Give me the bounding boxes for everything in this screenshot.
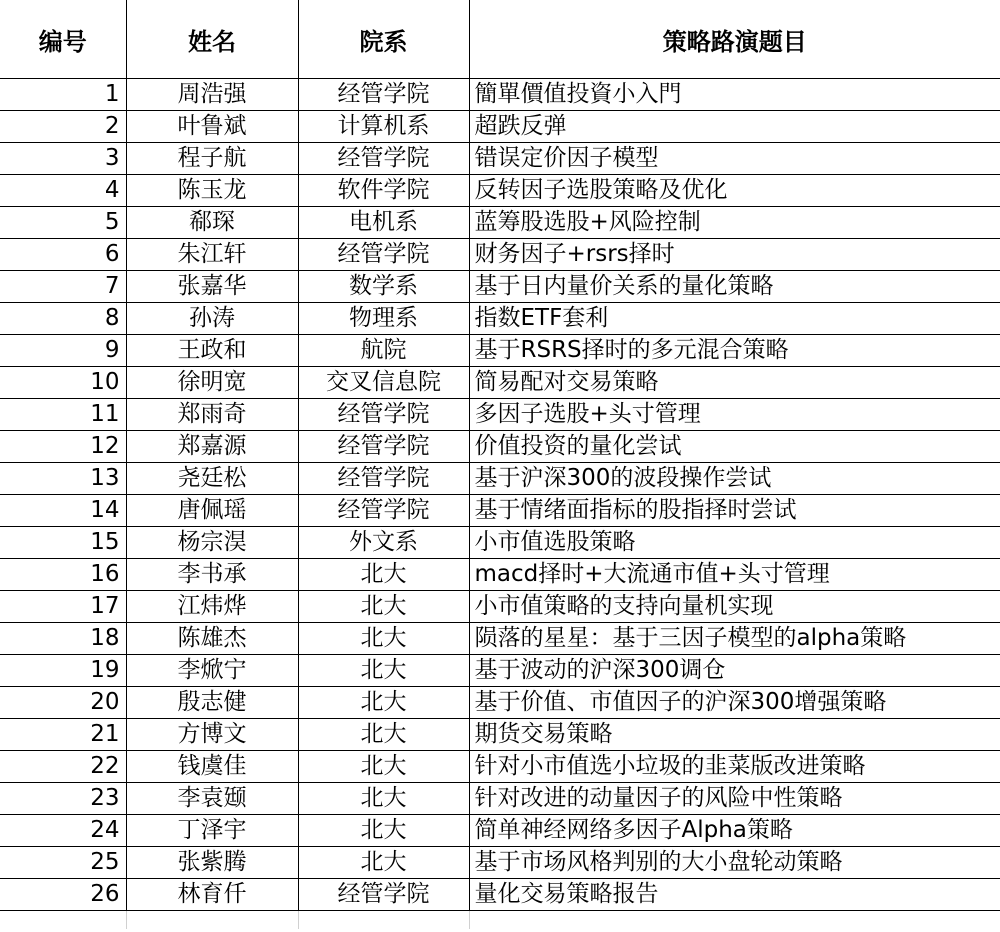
cell-name[interactable]: 杨宗淏 — [126, 527, 298, 559]
cell-no[interactable]: 8 — [0, 303, 126, 335]
cell-name[interactable]: 殷志健 — [126, 687, 298, 719]
empty-row — [0, 911, 1000, 930]
cell-topic[interactable]: 针对小市值选小垃圾的韭菜版改进策略 — [469, 751, 1000, 783]
cell-dept[interactable]: 经管学院 — [298, 463, 469, 495]
cell-no[interactable]: 17 — [0, 591, 126, 623]
cell-no[interactable]: 11 — [0, 399, 126, 431]
header-row — [0, 0, 1000, 79]
table-row — [0, 815, 1000, 847]
cell-no[interactable]: 24 — [0, 815, 126, 847]
cell-dept[interactable]: 北大 — [298, 591, 469, 623]
header-no[interactable]: 编号 — [0, 0, 126, 79]
cell-topic[interactable]: 反转因子选股策略及优化 — [469, 175, 1000, 207]
cell-name[interactable]: 丁泽宇 — [126, 815, 298, 847]
empty-cell[interactable] — [0, 911, 126, 930]
cell-topic[interactable]: 简易配对交易策略 — [469, 367, 1000, 399]
cell-dept[interactable]: 北大 — [298, 655, 469, 687]
cell-name[interactable]: 钱虞佳 — [126, 751, 298, 783]
cell-name[interactable]: 李袁颋 — [126, 783, 298, 815]
table-row — [0, 367, 1000, 399]
cell-dept[interactable]: 北大 — [298, 847, 469, 879]
cell-name[interactable]: 方博文 — [126, 719, 298, 751]
cell-topic[interactable]: 多因子选股+头寸管理 — [469, 399, 1000, 431]
empty-cell[interactable] — [126, 911, 298, 930]
cell-topic[interactable]: 基于沪深300的波段操作尝试 — [469, 463, 1000, 495]
table-row — [0, 271, 1000, 303]
cell-dept[interactable]: 北大 — [298, 623, 469, 655]
cell-topic[interactable]: 简单神经网络多因子Alpha策略 — [469, 815, 1000, 847]
table-row — [0, 751, 1000, 783]
cell-topic[interactable]: 期货交易策略 — [469, 719, 1000, 751]
table-row — [0, 495, 1000, 527]
cell-topic[interactable]: 陨落的星星：基于三因子模型的alpha策略 — [469, 623, 1000, 655]
cell-dept[interactable]: 航院 — [298, 335, 469, 367]
cell-name[interactable]: 唐佩瑶 — [126, 495, 298, 527]
cell-dept[interactable]: 北大 — [298, 783, 469, 815]
cell-dept[interactable]: 电机系 — [298, 207, 469, 239]
cell-no[interactable]: 12 — [0, 431, 126, 463]
cell-topic[interactable]: 基于RSRS择时的多元混合策略 — [469, 335, 1000, 367]
cell-topic[interactable]: macd择时+大流通市值+头寸管理 — [469, 559, 1000, 591]
cell-dept[interactable]: 数学系 — [298, 271, 469, 303]
cell-no[interactable]: 6 — [0, 239, 126, 271]
cell-name[interactable]: 李焮宁 — [126, 655, 298, 687]
cell-dept[interactable]: 交叉信息院 — [298, 367, 469, 399]
cell-name[interactable]: 程子航 — [126, 143, 298, 175]
table-row — [0, 847, 1000, 879]
cell-topic[interactable]: 价值投资的量化尝试 — [469, 431, 1000, 463]
cell-no[interactable]: 10 — [0, 367, 126, 399]
cell-no[interactable]: 15 — [0, 527, 126, 559]
cell-dept[interactable]: 物理系 — [298, 303, 469, 335]
cell-no[interactable]: 23 — [0, 783, 126, 815]
table-body — [0, 79, 1000, 930]
cell-topic[interactable]: 小市值策略的支持向量机实现 — [469, 591, 1000, 623]
cell-topic[interactable]: 基于价值、市值因子的沪深300增强策略 — [469, 687, 1000, 719]
cell-dept[interactable]: 经管学院 — [298, 399, 469, 431]
header-topic[interactable]: 策略路演题目 — [469, 0, 1000, 79]
cell-name[interactable]: 江炜烨 — [126, 591, 298, 623]
table-row — [0, 463, 1000, 495]
cell-name[interactable]: 王政和 — [126, 335, 298, 367]
cell-topic[interactable]: 基于日内量价关系的量化策略 — [469, 271, 1000, 303]
cell-name[interactable]: 陈雄杰 — [126, 623, 298, 655]
cell-dept[interactable]: 北大 — [298, 687, 469, 719]
cell-no[interactable]: 25 — [0, 847, 126, 879]
cell-no[interactable]: 1 — [0, 79, 126, 111]
cell-topic[interactable]: 超跌反弹 — [469, 111, 1000, 143]
table-row — [0, 623, 1000, 655]
cell-dept[interactable]: 计算机系 — [298, 111, 469, 143]
cell-dept[interactable]: 北大 — [298, 559, 469, 591]
table-row — [0, 879, 1000, 911]
header-name[interactable]: 姓名 — [126, 0, 298, 79]
cell-no[interactable]: 16 — [0, 559, 126, 591]
cell-topic[interactable]: 针对改进的动量因子的风险中性策略 — [469, 783, 1000, 815]
cell-dept[interactable]: 经管学院 — [298, 79, 469, 111]
table-row — [0, 303, 1000, 335]
cell-name[interactable]: 孙涛 — [126, 303, 298, 335]
cell-topic[interactable]: 基于情绪面指标的股指择时尝试 — [469, 495, 1000, 527]
cell-no[interactable]: 14 — [0, 495, 126, 527]
cell-name[interactable]: 朱江轩 — [126, 239, 298, 271]
cell-name[interactable]: 叶鲁斌 — [126, 111, 298, 143]
cell-name[interactable]: 林育仟 — [126, 879, 298, 911]
cell-name[interactable]: 郑雨奇 — [126, 399, 298, 431]
table-row — [0, 431, 1000, 463]
cell-dept[interactable]: 外文系 — [298, 527, 469, 559]
cell-no[interactable]: 2 — [0, 111, 126, 143]
cell-name[interactable]: 李书承 — [126, 559, 298, 591]
cell-topic[interactable]: 错误定价因子模型 — [469, 143, 1000, 175]
cell-name[interactable]: 周浩强 — [126, 79, 298, 111]
table-row — [0, 719, 1000, 751]
cell-dept[interactable]: 北大 — [298, 719, 469, 751]
cell-no[interactable]: 9 — [0, 335, 126, 367]
header-dept[interactable]: 院系 — [298, 0, 469, 79]
cell-no[interactable]: 5 — [0, 207, 126, 239]
cell-dept[interactable]: 北大 — [298, 751, 469, 783]
cell-dept[interactable]: 经管学院 — [298, 431, 469, 463]
cell-dept[interactable]: 经管学院 — [298, 879, 469, 911]
table-row — [0, 175, 1000, 207]
cell-dept[interactable]: 经管学院 — [298, 143, 469, 175]
cell-topic[interactable]: 量化交易策略报告 — [469, 879, 1000, 911]
cell-name[interactable]: 郗琛 — [126, 207, 298, 239]
cell-topic[interactable]: 指数ETF套利 — [469, 303, 1000, 335]
table-row — [0, 527, 1000, 559]
cell-dept[interactable]: 经管学院 — [298, 239, 469, 271]
cell-topic[interactable]: 财务因子+rsrs择时 — [469, 239, 1000, 271]
empty-cell[interactable] — [298, 911, 469, 930]
cell-no[interactable]: 7 — [0, 271, 126, 303]
cell-topic[interactable]: 小市值选股策略 — [469, 527, 1000, 559]
cell-name[interactable]: 陈玉龙 — [126, 175, 298, 207]
table-row — [0, 111, 1000, 143]
table-row — [0, 783, 1000, 815]
table-row — [0, 79, 1000, 111]
cell-no[interactable]: 18 — [0, 623, 126, 655]
table-row — [0, 687, 1000, 719]
cell-topic[interactable]: 蓝筹股选股+风险控制 — [469, 207, 1000, 239]
table-row — [0, 591, 1000, 623]
empty-cell[interactable] — [469, 911, 1000, 930]
table-row — [0, 207, 1000, 239]
cell-no[interactable]: 21 — [0, 719, 126, 751]
cell-name[interactable]: 郑嘉源 — [126, 431, 298, 463]
table-row — [0, 655, 1000, 687]
cell-topic[interactable]: 基于市场风格判别的大小盘轮动策略 — [469, 847, 1000, 879]
cell-no[interactable]: 22 — [0, 751, 126, 783]
cell-no[interactable]: 13 — [0, 463, 126, 495]
cell-no[interactable]: 3 — [0, 143, 126, 175]
table-row — [0, 239, 1000, 271]
table-row — [0, 399, 1000, 431]
cell-dept[interactable]: 经管学院 — [298, 495, 469, 527]
table-row — [0, 559, 1000, 591]
cell-name[interactable]: 张紫腾 — [126, 847, 298, 879]
cell-no[interactable]: 20 — [0, 687, 126, 719]
cell-no[interactable]: 4 — [0, 175, 126, 207]
cell-name[interactable]: 徐明宽 — [126, 367, 298, 399]
table-row — [0, 335, 1000, 367]
table-row — [0, 143, 1000, 175]
cell-dept[interactable]: 软件学院 — [298, 175, 469, 207]
cell-dept[interactable]: 北大 — [298, 815, 469, 847]
cell-no[interactable]: 19 — [0, 655, 126, 687]
cell-name[interactable]: 尧廷松 — [126, 463, 298, 495]
cell-name[interactable]: 张嘉华 — [126, 271, 298, 303]
cell-no[interactable]: 26 — [0, 879, 126, 911]
cell-topic[interactable]: 基于波动的沪深300调仓 — [469, 655, 1000, 687]
cell-topic[interactable]: 簡單價值投資小入門 — [469, 79, 1000, 111]
